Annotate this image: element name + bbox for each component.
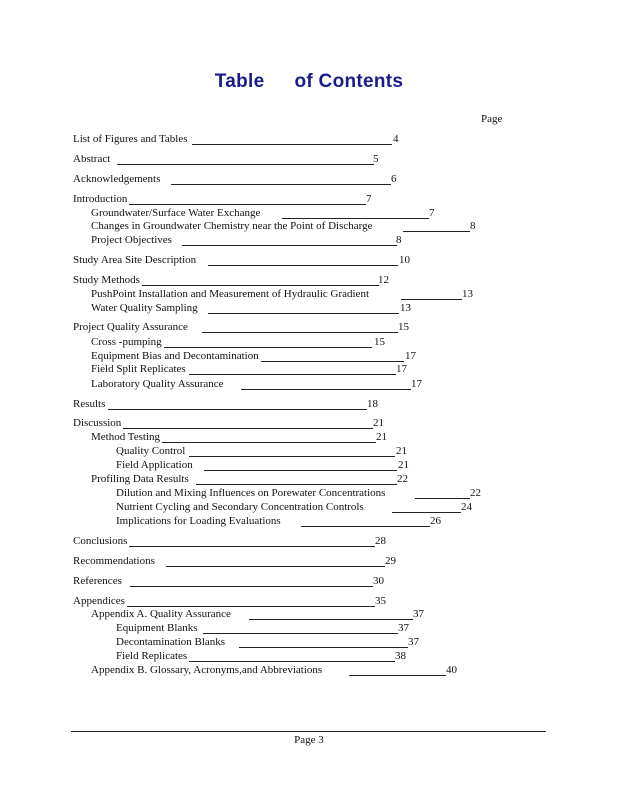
toc-leader-line <box>121 204 366 205</box>
toc-entry-label: Abstract <box>73 153 111 165</box>
toc-entry-label: References <box>73 575 122 587</box>
toc-entry-page-number: 5 <box>373 153 379 165</box>
title-words-of-contents: of Contents <box>294 71 404 92</box>
toc-entry-page-number: 17 <box>396 363 407 375</box>
toc-entry-project-objectives <box>91 234 412 247</box>
toc-leader-line <box>202 332 398 333</box>
toc-leader-line <box>208 265 398 266</box>
toc-entry-page-number: 8 <box>396 234 402 246</box>
toc-entry-page-number: 12 <box>378 274 389 286</box>
toc-entry-label: Introduction <box>73 193 128 205</box>
toc-leader-line <box>301 526 430 527</box>
toc-entry-appendices <box>73 595 391 608</box>
toc-entry-label: Project Objectives <box>91 234 172 246</box>
toc-leader-line <box>127 546 375 547</box>
toc-leader-line <box>196 484 397 485</box>
toc-leader-line <box>208 313 399 314</box>
toc-entry-label: Laboratory Quality Assurance <box>91 378 224 390</box>
toc-entry-label: PushPoint Installation and Measurement of Hydraulic Gradient <box>91 288 369 300</box>
toc-entry-page-number: 29 <box>385 555 396 567</box>
toc-leader-line <box>189 374 396 375</box>
toc-entry-list-of-figures <box>73 133 409 146</box>
toc-leader-line <box>349 675 446 676</box>
toc-entry-label: Field Split Replicates <box>91 363 186 375</box>
toc-entry-label: Acknowledgements <box>73 173 161 185</box>
toc-entry-page-number: 21 <box>376 431 387 443</box>
toc-entry-page-number: 35 <box>375 595 386 607</box>
toc-leader-line <box>121 428 373 429</box>
toc-entry-page-number: 10 <box>399 254 410 266</box>
toc-entry-label: Decontamination Blanks <box>116 636 226 648</box>
toc-entry-page-number: 37 <box>398 622 409 634</box>
toc-entry-label: Groundwater/Surface Water Exchange <box>91 207 261 219</box>
toc-leader-line <box>192 144 392 145</box>
toc-leader-line <box>166 566 385 567</box>
toc-entry-pushpoint <box>91 288 478 301</box>
toc-entry-study-area <box>73 254 415 267</box>
toc-leader-line <box>141 285 379 286</box>
toc-entry-cross-pumping <box>91 336 390 349</box>
title-word-table: Table <box>214 71 265 92</box>
toc-entry-page-number: 24 <box>461 501 472 513</box>
toc-entry-nutrient-cycling <box>116 501 477 514</box>
toc-leader-line <box>171 184 391 185</box>
toc-leader-line <box>282 218 429 219</box>
toc-entry-page-number: 21 <box>373 417 384 429</box>
toc-leader-line <box>403 231 470 232</box>
toc-entry-page-number: 6 <box>391 173 397 185</box>
toc-entry-page-number: 17 <box>405 350 416 362</box>
toc-leader-line <box>158 347 372 348</box>
document-title <box>0 71 618 93</box>
toc-leader-line <box>189 661 395 662</box>
toc-leader-line <box>203 633 398 634</box>
toc-entry-method-testing <box>91 431 392 444</box>
toc-entry-label: Implications for Loading Evaluations <box>116 515 281 527</box>
toc-entry-quality-control <box>116 445 412 458</box>
toc-entry-label: Discussion <box>73 417 122 429</box>
toc-entry-dilution-mixing <box>116 487 486 500</box>
toc-leader-line <box>249 619 413 620</box>
toc-entry-project-qa <box>73 321 414 334</box>
toc-leader-line <box>401 299 462 300</box>
toc-leader-line <box>161 442 376 443</box>
toc-leader-line <box>204 470 397 471</box>
toc-leader-line <box>182 245 397 246</box>
toc-entry-page-number: 38 <box>395 650 406 662</box>
toc-entry-label: Appendix B. Glossary, Acronyms,and Abbreviations <box>91 664 323 676</box>
toc-entry-page-number: 21 <box>396 445 407 457</box>
footer-page-number: Page 3 <box>294 734 324 746</box>
toc-entry-page-number: 13 <box>462 288 473 300</box>
toc-entry-page-number: 4 <box>393 133 399 145</box>
toc-entry-changes-chemistry <box>91 220 486 233</box>
page-column-header: Page <box>481 113 503 125</box>
toc-entry-label: Dilution and Mixing Influences on Porewater Concentrations <box>116 487 386 499</box>
footer-divider <box>71 731 546 732</box>
toc-entry-label: Study Area Site Description <box>73 254 197 266</box>
toc-leader-line <box>241 389 411 390</box>
toc-entry-introduction <box>73 193 382 206</box>
toc-leader-line <box>260 361 404 362</box>
toc-entry-label: Nutrient Cycling and Secondary Concentration Controls <box>116 501 364 513</box>
toc-entry-label: List of Figures and Tables <box>73 133 188 145</box>
toc-entry-results <box>73 398 383 411</box>
toc-entry-label: Conclusions <box>73 535 128 547</box>
toc-entry-field-application <box>116 459 414 472</box>
toc-entry-page-number: 13 <box>400 302 411 314</box>
toc-entry-page-number: 37 <box>413 608 424 620</box>
toc-entry-label: Recommendations <box>73 555 155 567</box>
toc-entry-label: Study Methods <box>73 274 140 286</box>
toc-entry-page-number: 22 <box>397 473 408 485</box>
toc-entry-label: Cross -pumping <box>91 336 162 348</box>
toc-entry-profiling-data <box>91 473 413 486</box>
toc-entry-field-replicates <box>116 650 411 663</box>
toc-entry-page-number: 18 <box>367 398 378 410</box>
toc-entry-acknowledgements <box>73 173 407 186</box>
toc-leader-line <box>415 498 470 499</box>
toc-leader-line <box>189 456 395 457</box>
toc-entry-page-number: 22 <box>470 487 481 499</box>
toc-entry-discussion <box>73 417 389 430</box>
toc-entry-label: Appendix A. Quality Assurance <box>91 608 231 620</box>
toc-entry-page-number: 8 <box>470 220 476 232</box>
toc-entry-label: Field Application <box>116 459 193 471</box>
toc-entry-label: Equipment Bias and Decontamination <box>91 350 259 362</box>
toc-entry-groundwater-exchange <box>91 207 445 220</box>
toc-entry-page-number: 7 <box>429 207 435 219</box>
toc-entry-recommendations <box>73 555 401 568</box>
toc-entry-label: Profiling Data Results <box>91 473 189 485</box>
toc-entry-label: Appendices <box>73 595 125 607</box>
toc-entry-page-number: 15 <box>398 321 409 333</box>
toc-entry-field-split <box>91 363 412 376</box>
toc-entry-implications <box>116 515 446 528</box>
toc-leader-line <box>117 164 374 165</box>
toc-entry-equipment-blanks <box>116 622 414 635</box>
toc-entry-appendix-a <box>91 608 429 621</box>
toc-entry-abstract <box>73 153 389 166</box>
toc-entry-label: Project Quality Assurance <box>73 321 188 333</box>
toc-leader-line <box>108 409 367 410</box>
toc-entry-laboratory-qa <box>91 378 427 391</box>
toc-entry-label: Method Testing <box>91 431 160 443</box>
toc-entry-page-number: 26 <box>430 515 441 527</box>
toc-entry-label: Field Replicates <box>116 650 188 662</box>
toc-entry-page-number: 7 <box>366 193 372 205</box>
toc-entry-decon-blanks <box>116 636 424 649</box>
toc-entry-study-methods <box>73 274 394 287</box>
toc-entry-conclusions <box>73 535 391 548</box>
toc-entry-page-number: 37 <box>408 636 419 648</box>
toc-leader-line <box>130 586 373 587</box>
toc-leader-line <box>239 647 408 648</box>
toc-entry-water-quality-sampling <box>91 302 416 315</box>
toc-entry-page-number: 28 <box>375 535 386 547</box>
toc-leader-line <box>392 512 461 513</box>
toc-entry-label: Water Quality Sampling <box>91 302 198 314</box>
toc-entry-label: Changes in Groundwater Chemistry near the Point of Discharge <box>91 220 373 232</box>
toc-entry-label: Equipment Blanks <box>116 622 198 634</box>
toc-entry-page-number: 21 <box>398 459 409 471</box>
toc-entry-references <box>73 575 389 588</box>
toc-entry-equipment-bias <box>91 350 421 363</box>
toc-entry-page-number: 15 <box>374 336 385 348</box>
toc-entry-page-number: 40 <box>446 664 457 676</box>
toc-entry-label: Quality Control <box>116 445 186 457</box>
toc-entry-page-number: 30 <box>373 575 384 587</box>
toc-entry-page-number: 17 <box>411 378 422 390</box>
toc-entry-appendix-b <box>91 664 462 677</box>
toc-leader-line <box>124 606 375 607</box>
toc-entry-label: Results <box>73 398 106 410</box>
